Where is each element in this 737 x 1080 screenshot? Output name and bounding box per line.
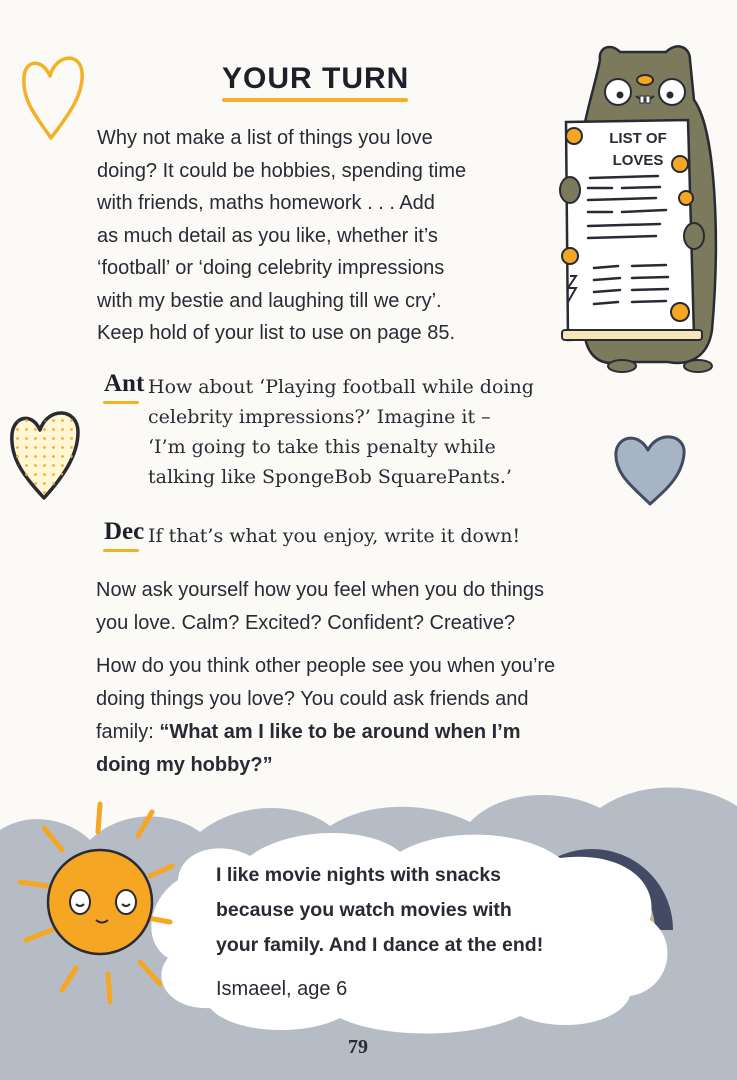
testimonial-line: because you watch movies with bbox=[216, 899, 512, 921]
intro-line: Keep hold of your list to use on page 85. bbox=[97, 322, 456, 344]
speaker-ant: Ant bbox=[104, 370, 145, 397]
speaker-dec-underline bbox=[103, 549, 139, 552]
testimonial-quote bbox=[216, 858, 636, 963]
list-sign-line2: LOVES bbox=[612, 152, 664, 169]
others-paragraph bbox=[96, 650, 656, 782]
list-sign-line1: LIST OF bbox=[609, 130, 667, 147]
dec-quote bbox=[148, 521, 588, 551]
speaker-dec: Dec bbox=[104, 518, 145, 545]
yellow-outline-heart-icon bbox=[18, 46, 88, 146]
list-sign-title bbox=[588, 128, 688, 172]
quote-line: If that’s what you enjoy, write it down! bbox=[148, 525, 521, 547]
speaker-ant-underline bbox=[103, 401, 139, 404]
para-line: How do you think other people see you when you’re bbox=[96, 655, 556, 677]
dotted-yellow-heart-icon bbox=[4, 398, 86, 508]
quote-line: celebrity impressions?’ Imagine it – bbox=[148, 406, 491, 428]
feelings-paragraph bbox=[96, 574, 656, 640]
para-plain-text: family: bbox=[96, 721, 160, 743]
page-title: YOUR TURN bbox=[222, 62, 410, 95]
intro-line: doing? It could be hobbies, spending time bbox=[97, 159, 467, 182]
bear-holding-list-illustration bbox=[548, 40, 728, 375]
intro-line: Why not make a list of things you love bbox=[97, 127, 433, 149]
title-underline bbox=[222, 98, 408, 102]
para-bold-question-end: doing my hobby?” bbox=[96, 754, 273, 776]
intro-paragraph bbox=[97, 122, 567, 350]
quote-line: ‘I’m going to take this penalty while bbox=[148, 436, 496, 458]
testimonial-line: your family. And I dance at the end! bbox=[216, 934, 544, 956]
para-line: you love. Calm? Excited? Confident? Creative? bbox=[96, 612, 516, 634]
para-line: Now ask yourself how you feel when you do things bbox=[96, 579, 545, 601]
testimonial-attribution: Ismaeel, age 6 bbox=[216, 978, 348, 1000]
page-number: 79 bbox=[348, 1036, 368, 1058]
quote-line: talking like SpongeBob SquarePants.’ bbox=[148, 466, 512, 488]
para-line: doing things you love? You could ask friends and bbox=[96, 688, 529, 710]
intro-line: as much detail as you like, whether it’s bbox=[97, 224, 438, 247]
intro-line: with my bestie and laughing till we cry’. bbox=[97, 289, 442, 312]
testimonial-line: I like movie nights with snacks bbox=[216, 864, 502, 886]
para-bold-question: “What am I like to be around when I’m bbox=[159, 721, 521, 743]
quote-line: How about ‘Playing football while doing bbox=[148, 376, 534, 398]
intro-line: with friends, maths homework . . . Add bbox=[97, 192, 435, 214]
para-line-mixed bbox=[96, 716, 656, 749]
blue-heart-icon bbox=[608, 424, 692, 510]
ant-quote bbox=[148, 372, 588, 492]
intro-line: ‘football’ or ‘doing celebrity impressions bbox=[97, 257, 445, 279]
